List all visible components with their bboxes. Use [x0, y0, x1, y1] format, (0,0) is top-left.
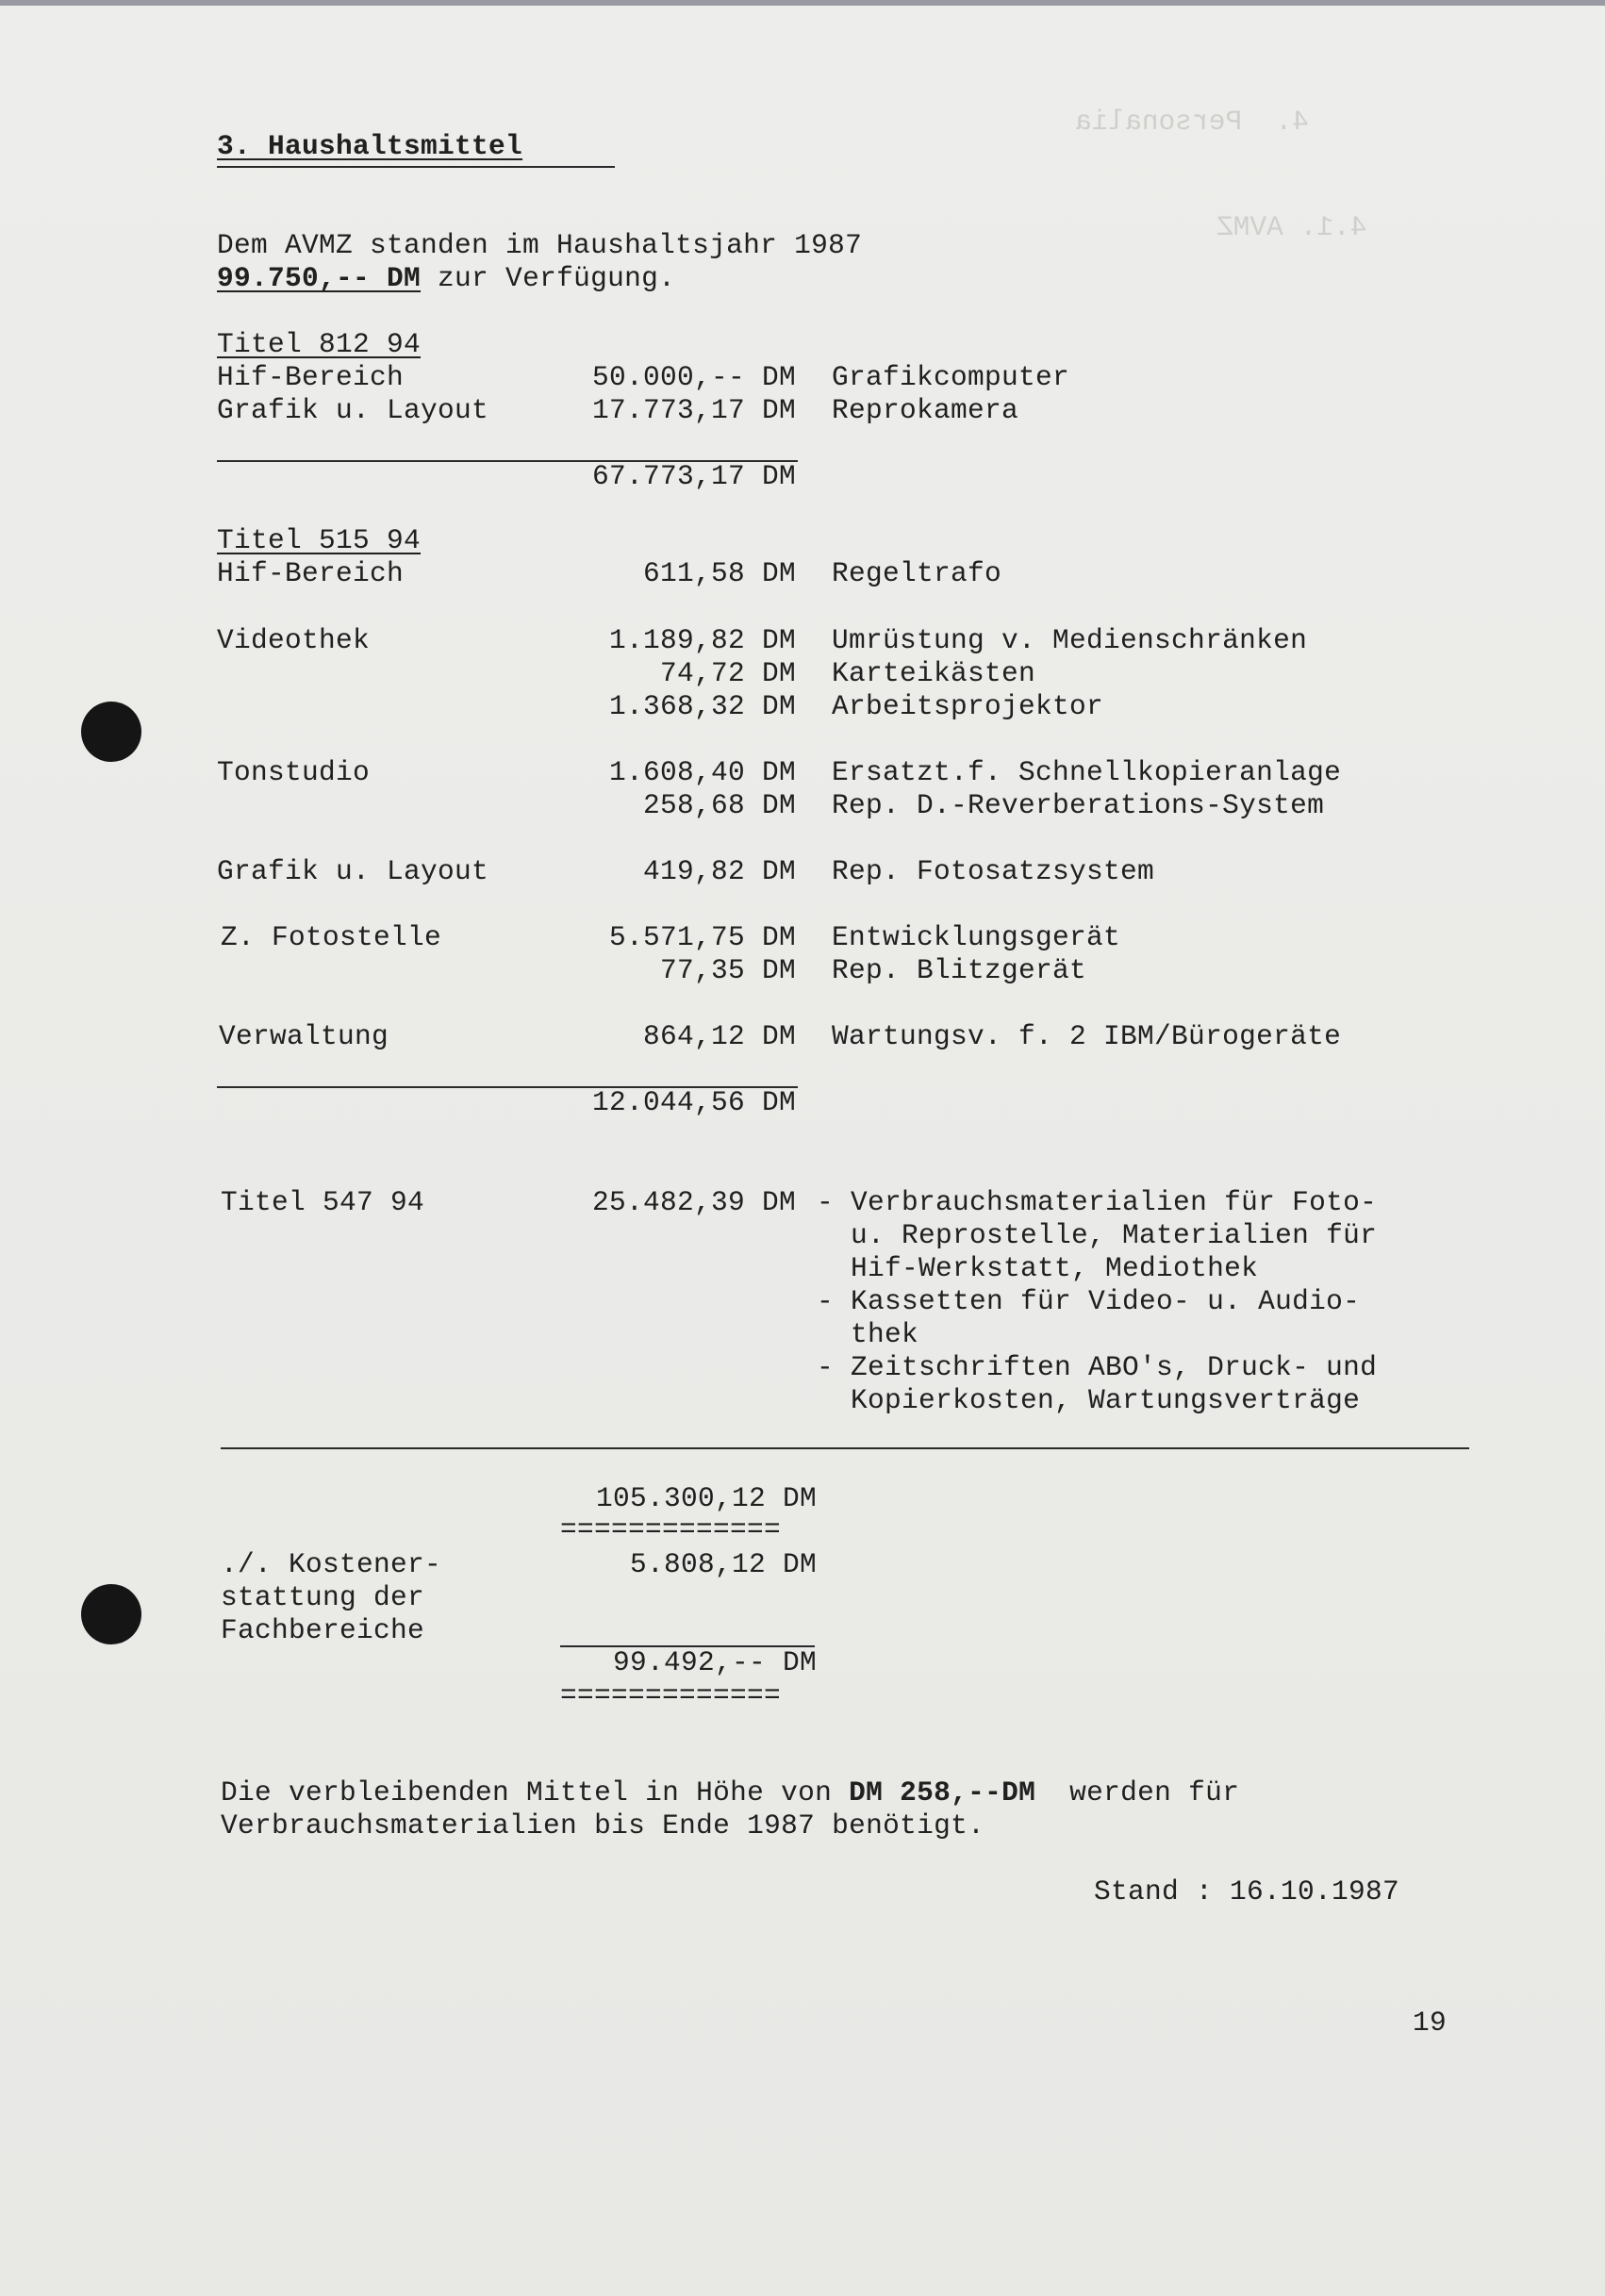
expense-item-line: - Verbrauchsmaterialien für Foto-	[817, 1186, 1378, 1218]
row-amount: 77,35 DM	[659, 954, 796, 986]
expense-item-line: thek	[817, 1318, 919, 1350]
punch-hole	[81, 702, 141, 762]
row-item: Ersatzt.f. Schnellkopieranlage	[832, 756, 1342, 788]
refund-amount: 5.808,12 DM	[629, 1548, 817, 1580]
row-dept: Grafik u. Layout	[217, 394, 489, 426]
expense-item-line: u. Reprostelle, Materialien für	[817, 1219, 1378, 1251]
row-amount: 1.189,82 DM	[608, 624, 796, 656]
refund-label: stattung der	[221, 1581, 425, 1613]
heading-underline	[217, 166, 615, 168]
row-dept: Grafik u. Layout	[217, 855, 489, 887]
row-amount: 5.571,75 DM	[608, 921, 796, 953]
row-dept: Videothek	[217, 624, 371, 656]
row-item: Grafikcomputer	[832, 361, 1070, 393]
row-amount: 258,68 DM	[642, 789, 796, 821]
row-dept: Z. Fotostelle	[221, 921, 442, 953]
row-item: Umrüstung v. Medienschränken	[832, 624, 1308, 656]
refund-label: Fachbereiche	[221, 1614, 425, 1646]
bleed-through-text: 4.1. AVMZ	[1216, 211, 1367, 243]
row-amount: 17.773,17 DM	[591, 394, 796, 426]
section-heading: 3. Haushaltsmittel	[217, 130, 523, 162]
punch-hole	[81, 1584, 141, 1644]
row-dept: Hif-Bereich	[217, 557, 405, 589]
scan-edge	[0, 0, 1605, 6]
expense-item-line: - Kassetten für Video- u. Audio-	[817, 1285, 1361, 1317]
net-total: 99.492,-- DM	[612, 1646, 817, 1678]
titel-812-heading: Titel 812 94	[217, 328, 422, 360]
row-item: Rep. Fotosatzsystem	[832, 855, 1155, 887]
row-amount: 1.608,40 DM	[608, 756, 796, 788]
closing-post: werden für	[1035, 1776, 1240, 1809]
row-amount: 864,12 DM	[642, 1020, 796, 1052]
expense-item-line: Kopierkosten, Wartungsverträge	[817, 1384, 1361, 1416]
intro-line-2	[217, 262, 675, 294]
row-amount: 419,82 DM	[642, 855, 796, 887]
row-dept: Verwaltung	[219, 1020, 389, 1052]
titel-547-heading: Titel 547 94	[221, 1186, 425, 1218]
titel-515-total: 12.044,56 DM	[591, 1086, 796, 1118]
expense-item-line: Hif-Werkstatt, Mediothek	[817, 1252, 1259, 1284]
titel-812-total: 67.773,17 DM	[591, 460, 796, 492]
titel-547-amount: 25.482,39 DM	[591, 1186, 796, 1218]
closing-pre: Die verbleibenden Mittel in Höhe von	[221, 1776, 850, 1809]
row-amount: 1.368,32 DM	[608, 690, 796, 722]
row-dept: Hif-Bereich	[217, 361, 405, 393]
row-item: Karteikästen	[832, 657, 1036, 689]
titel-515-heading: Titel 515 94	[217, 524, 422, 556]
bleed-through-text: 4. Personalia	[1075, 106, 1309, 138]
row-item: Arbeitsprojektor	[832, 690, 1104, 722]
row-item: Entwicklungsgerät	[832, 921, 1121, 953]
refund-label: ./. Kostener-	[221, 1548, 442, 1580]
row-dept: Tonstudio	[217, 756, 371, 788]
row-amount: 50.000,-- DM	[591, 361, 796, 393]
row-amount: 611,58 DM	[642, 557, 796, 589]
section-rule	[221, 1447, 1469, 1449]
closing-line-2: Verbrauchsmaterialien bis Ende 1987 benötigt.	[221, 1809, 985, 1842]
row-amount: 74,72 DM	[659, 657, 796, 689]
expense-item-line: - Zeitschriften ABO's, Druck- und	[817, 1351, 1378, 1383]
remaining-amount: DM 258,--DM	[849, 1776, 1036, 1809]
budget-amount: 99.750,-- DM	[217, 262, 422, 294]
row-item: Regeltrafo	[832, 557, 1002, 589]
date-stamp: Stand : 16.10.1987	[1094, 1875, 1400, 1908]
row-item: Reprokamera	[832, 394, 1019, 426]
gross-total: 105.300,12 DM	[595, 1482, 817, 1514]
page-number: 19	[1413, 2007, 1448, 2039]
intro-line: Dem AVMZ standen im Haushaltsjahr 1987	[217, 229, 863, 261]
row-item: Rep. Blitzgerät	[832, 954, 1087, 986]
intro-rest: zur Verfügung.	[421, 262, 676, 294]
row-item: Rep. D.-Reverberations-System	[832, 789, 1325, 821]
double-rule: =============	[560, 1679, 782, 1711]
closing-line	[221, 1776, 1239, 1809]
row-item: Wartungsv. f. 2 IBM/Bürogeräte	[832, 1020, 1342, 1052]
double-rule: =============	[560, 1513, 782, 1545]
